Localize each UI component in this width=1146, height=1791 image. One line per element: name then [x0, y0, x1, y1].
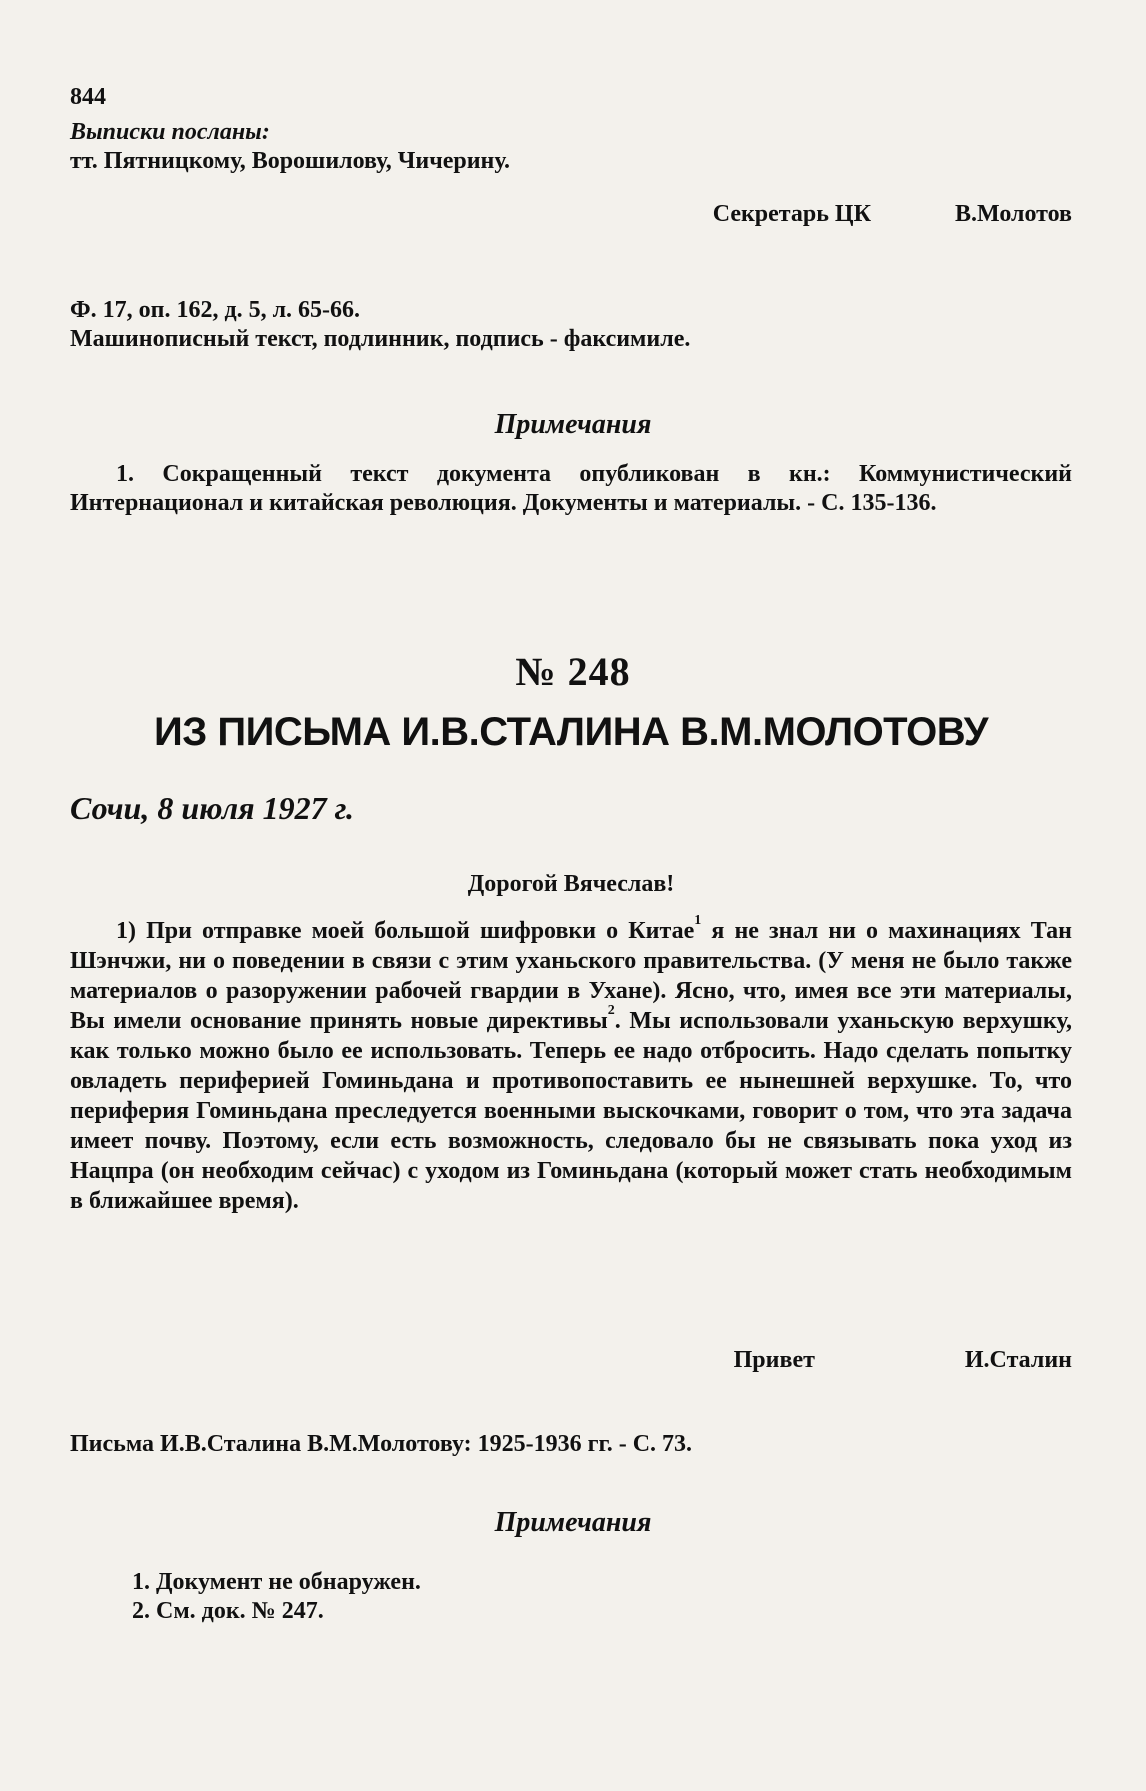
- document-title: ИЗ ПИСЬМА И.В.СТАЛИНА В.М.МОЛОТОВУ: [154, 710, 988, 754]
- archive-ref: Ф. 17, оп. 162, д. 5, л. 65-66.: [70, 297, 361, 323]
- archive-type: Машинописный текст, подлинник, подпись - факсимиле.: [70, 326, 691, 352]
- note-item: 2. См. док. № 247.: [132, 1598, 324, 1624]
- signature-line-molotov: [70, 200, 1072, 229]
- footnote-ref-2: 2: [607, 1003, 615, 1018]
- recipients: тт. Пятницкому, Ворошилову, Чичерину.: [70, 148, 510, 174]
- body-part-3: . Мы использовали уханьскую верхушку, как только можно было ее использовать. Теперь ее надо отбросить. Надо сделать попытку овладеть периферией Гоминьдана и противопоставить ее нынешней верхушке. То, что периферия Гоминьдана преследуется военными выскочками, говорит о том, что эта задача имеет почву. Поэтому, если есть возможность, следовало бы не связывать пока уход из Нацпра (он необходим сейчас) с уходом из Гоминьдана (который может стать необходимым в ближайшее время).: [70, 1008, 1072, 1214]
- signature-stalin: И.Сталин: [964, 1347, 1072, 1373]
- note-item: 1. Сокращенный текст документа опубликован в кн.: Коммунистический Интернационал и китайская революция. Документы и материалы. - С. 135-136.: [70, 461, 1072, 516]
- document-number: № 248: [515, 649, 631, 694]
- body-part-1: 1) При отправке моей большой шифровки о Китае: [116, 918, 695, 944]
- body-part-2: я не знал ни о махинациях Тан Шэнчжи, ни о поведении в связи с этим уханьского правительства. (У меня не было также материалов о разоружении рабочей гвардии в Ухане). Ясно, что, имея все эти материалы, Вы имели основание принять новые директивы: [70, 918, 1072, 1034]
- closing: Привет: [733, 1347, 815, 1373]
- signature-role: Секретарь ЦК: [712, 201, 871, 227]
- footnote-ref-1: 1: [694, 913, 702, 928]
- notes-heading-2: Примечания: [494, 1507, 652, 1538]
- notes-list-2: [70, 1568, 1072, 1626]
- greeting: Дорогой Вячеслав!: [467, 871, 675, 897]
- notes-heading-1: Примечания: [494, 409, 652, 440]
- page-number: 844: [70, 84, 106, 110]
- signature-line-stalin: [70, 1346, 1072, 1375]
- sent-label: Выписки посланы:: [70, 119, 270, 145]
- distribution-block: [70, 118, 1072, 176]
- signature-name: В.Молотов: [954, 201, 1072, 227]
- dateline: Сочи, 8 июля 1927 г.: [70, 790, 354, 826]
- source-citation: Письма И.В.Сталина В.М.Молотову: 1925-1936 гг. - С. 73.: [70, 1431, 693, 1457]
- letter-body: [70, 913, 1072, 1216]
- archive-reference: [70, 296, 1072, 354]
- note-item: 1. Документ не обнаружен.: [132, 1569, 421, 1595]
